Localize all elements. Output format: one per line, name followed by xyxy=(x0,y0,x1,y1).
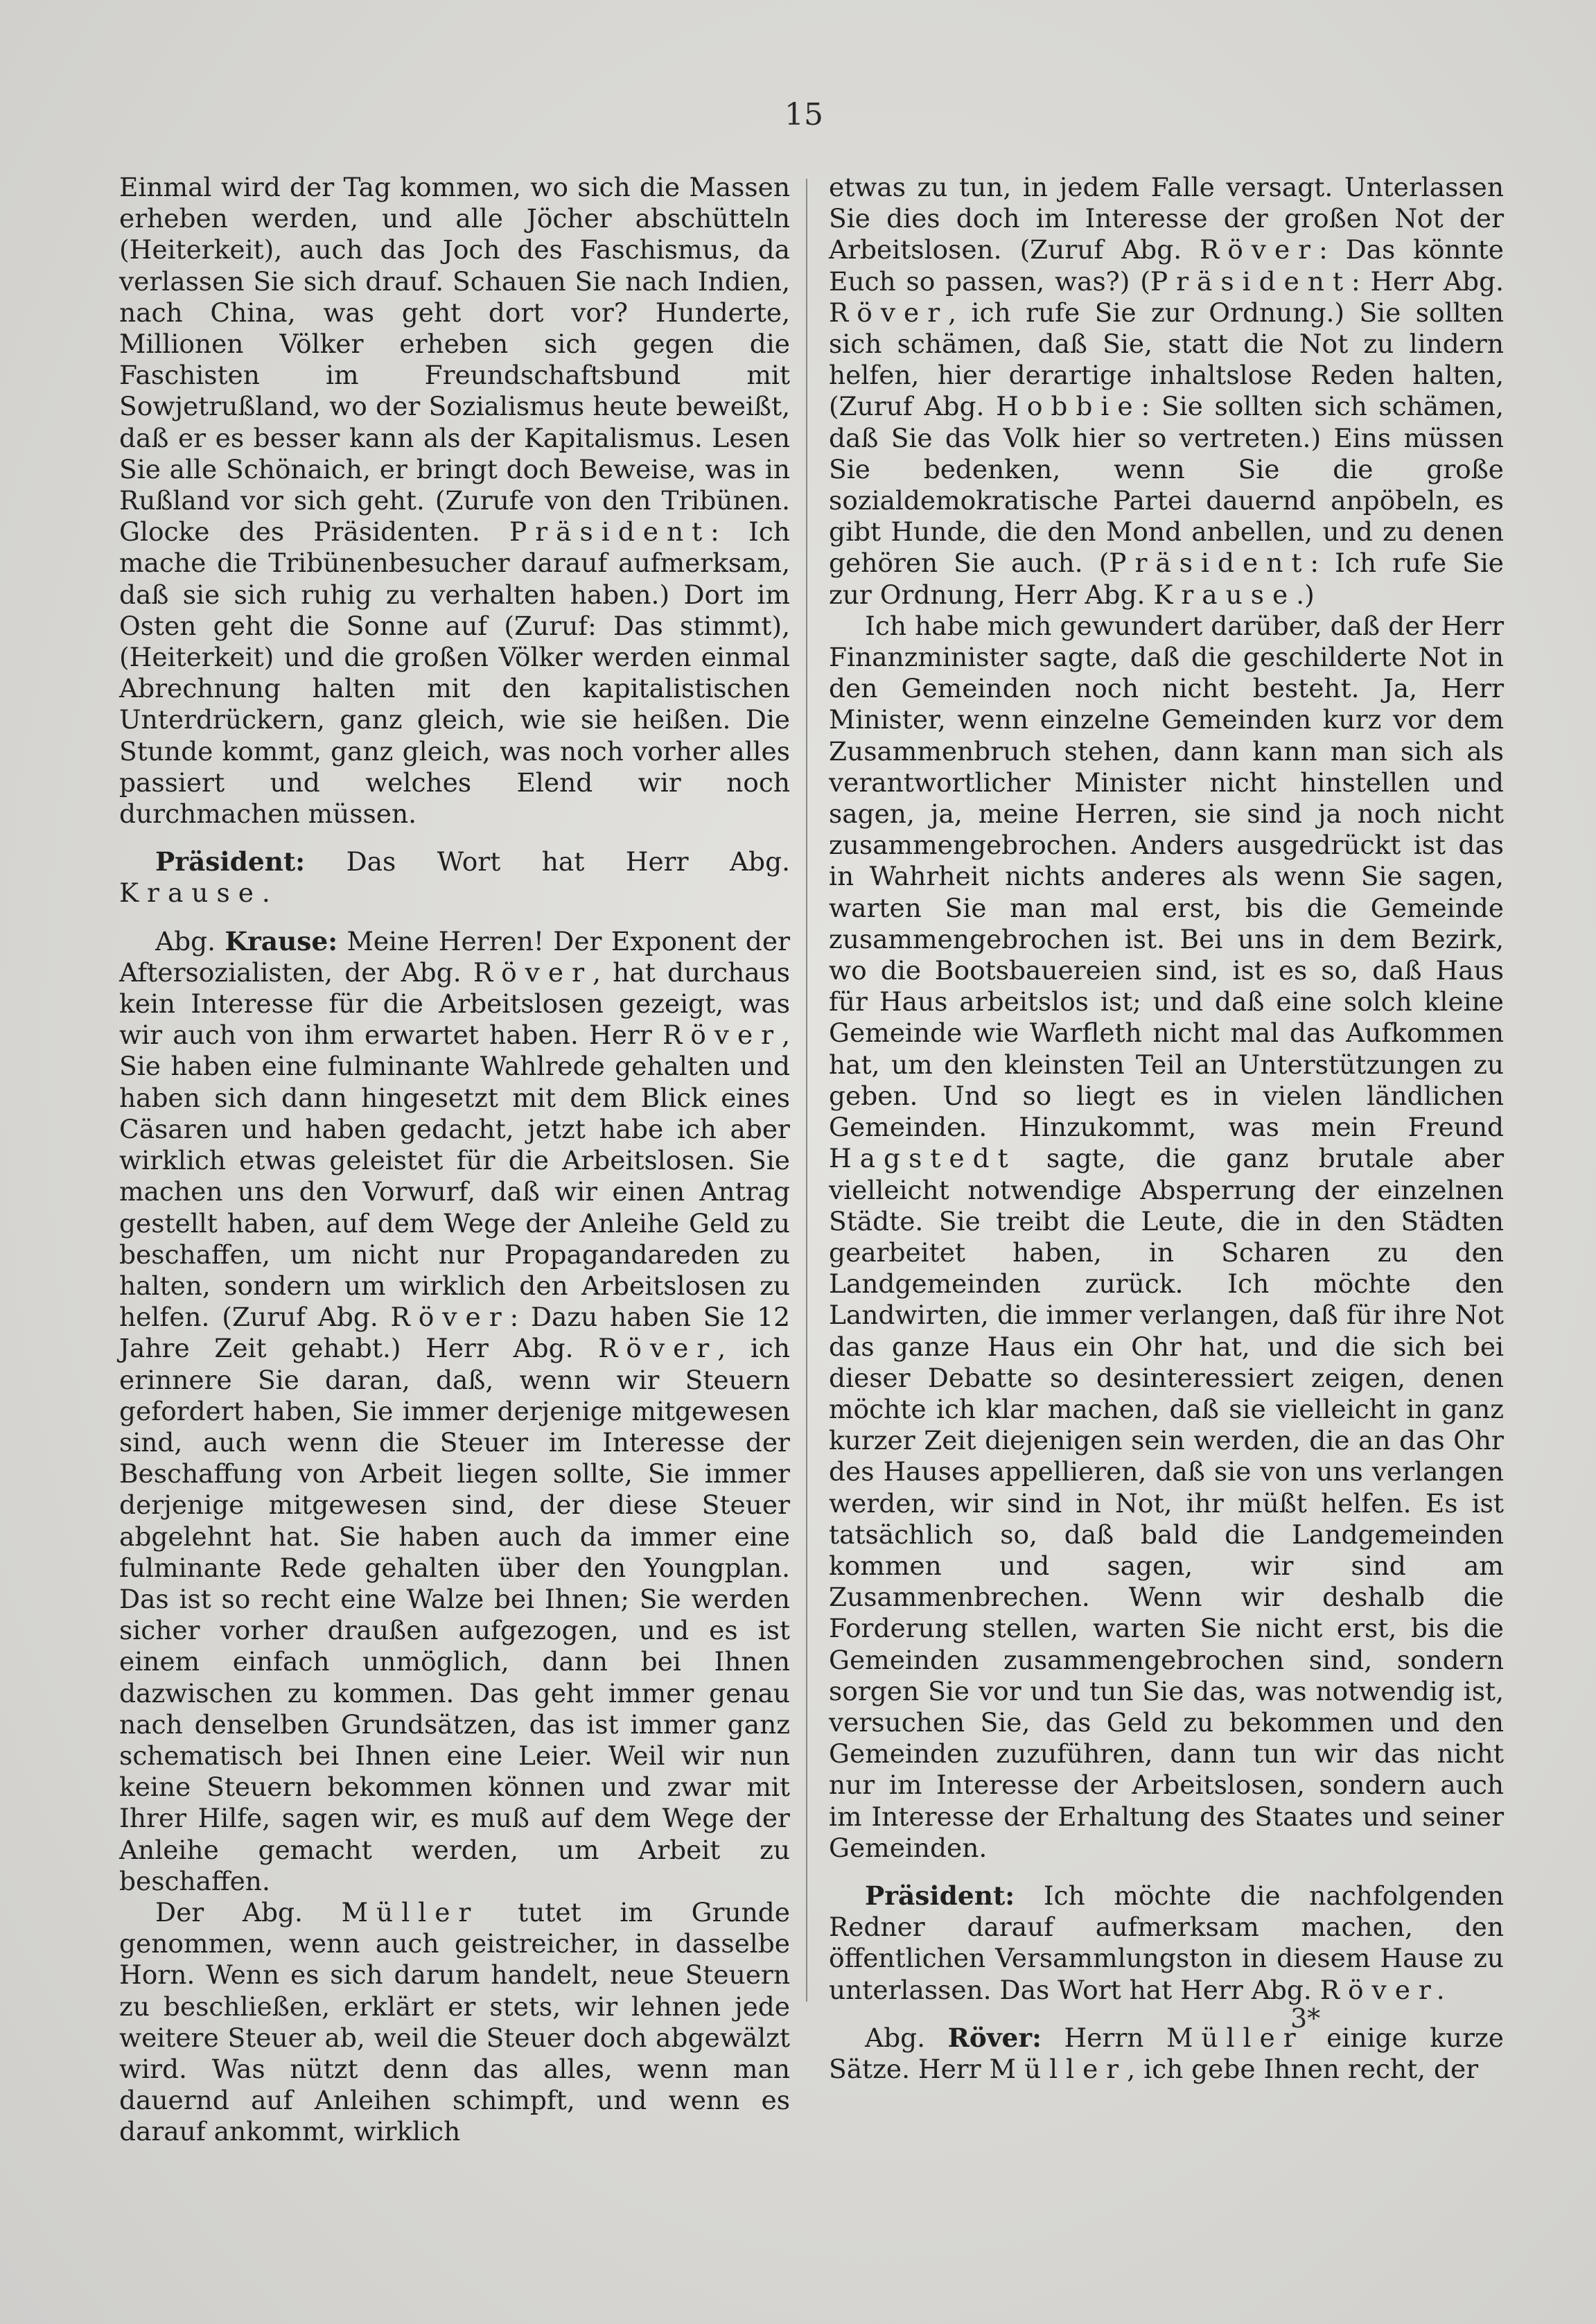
speaker-name: Müller xyxy=(1166,2022,1304,2053)
text-run: .) xyxy=(1296,579,1315,610)
left-paragraph-1 xyxy=(119,172,790,830)
text-run: Einmal wird der Tag kommen, wo sich die Massen erheben werden, und alle Jöcher abschütteln (Heiterkeit), auch das Joch des Faschismus, da verlassen Sie sich drauf. Schauen Sie nach Indien, nach China, was geht dort vor? Hunderte, Millionen Völker erheben sich gegen die Faschisten im Freundschaftsbund mit Sowjetrußland, wo der Sozialismus heute beweißt, daß er es besser kann als der Kapitalismus. Lesen Sie alle Schönaich, er bringt doch Beweise, was in Rußland vor sich geht. (Zurufe von den Tribünen. Glocke des Präsidenten. xyxy=(119,172,790,548)
text-run: : Das könnte Euch so passen, was?) ( xyxy=(829,234,1504,297)
speaker-name: Krause xyxy=(1153,579,1297,610)
column-divider xyxy=(806,179,807,2002)
text-run: , ich gebe Ihnen recht, der xyxy=(1127,2053,1479,2084)
speaker-name: Röver xyxy=(662,1020,782,1051)
page-number: 15 xyxy=(784,97,823,132)
left-column xyxy=(119,172,790,2148)
speaker-name: Präsident xyxy=(1150,265,1352,297)
text-run: Das Wort hat Herr Abg. xyxy=(305,846,790,877)
text-run: Abg. xyxy=(155,925,225,956)
speaker-name: Röver xyxy=(390,1302,510,1333)
text-run: Der Abg. xyxy=(155,1896,342,1928)
speaker-name: Hagstedt xyxy=(829,1143,1017,1174)
text-run: Meine Herren! Der Exponent der Aftersozialisten, der Abg. xyxy=(119,925,790,988)
text-run: Abg. xyxy=(865,2022,948,2053)
text-run: , Sie haben eine fulminante Wahlrede gehalten und haben sich dann hingesetzt mit dem Blick eines Cäsaren und haben gedacht, jetzt habe ich aber wirklich etwas geleistet für die Arbeitslosen. Sie machen uns den Vorwurf, daß wir einen Antrag gestellt haben, auf dem Wege der Anleihe Geld zu beschaffen, um nicht nur Propagandareden zu halten, sondern um wirklich den Arbeitslosen zu helfen. (Zuruf Abg. xyxy=(119,1020,790,1333)
text-run: , hat durchaus kein Interesse für die Arbeitslosen gezeigt, was wir auch von ihm erwartet haben. Herr xyxy=(119,956,790,1051)
speaker-label: Krause: xyxy=(225,925,338,956)
speaker-name: Röver xyxy=(829,297,949,328)
text-run: : Dazu haben Sie 12 Jahre Zeit gehabt.) Herr Abg. xyxy=(119,1302,790,1364)
text-run: : Sie sollten sich schämen, daß Sie das Volk hier so vertreten.) Eins müssen Sie bedenken, wenn Sie die große sozialdemokratische Partei dauernd anpöbeln, es gibt Hunde, die den Mond anbellen, und zu denen gehören Sie auch. ( xyxy=(829,391,1504,579)
speaker-label: Präsident: xyxy=(865,1880,1015,1911)
speaker-name: Müller xyxy=(341,1896,480,1928)
speaker-name: Krause. xyxy=(119,877,279,909)
right-paragraph-1 xyxy=(829,172,1504,611)
text-run: : Herr Abg. xyxy=(1351,265,1504,297)
speaker-name: Röver xyxy=(473,956,593,988)
signature-mark: 3* xyxy=(1290,2003,1321,2034)
text-run: sagte, die ganz brutale aber vielleicht notwendige Absperrung der einzelnen Städte. Sie treibt die Leute, die in den Städten gearbeitet haben, in Scharen zu den Landgemeinden zurück. Ich möchte den Landwirten, die immer verlangen, daß für ihre Not das ganze Haus ein Ohr hat, und die sich bei dieser Debatte so desinteressiert zeigen, denen möchte ich klar machen, daß sie vielleicht in ganz kurzer Zeit diejenigen sein werden, die an das Ohr des Hauses appellieren, daß sie von uns verlangen werden, wir sind in Not, ihr müßt helfen. Es ist tatsächlich so, daß bald die Landgemeinden kommen und sagen, wir sind am Zusammenbrechen. Wenn wir deshalb die Forderung stellen, warten Sie nicht erst, bis die Gemeinden zusammengebrochen sind, sondern sorgen Sie vor und tun Sie das, was notwendig ist, versuchen Sie, das Geld zu bekommen und den Gemeinden zuzuführen, dann tun wir das nicht nur im Interesse der Arbeitslosen, sondern auch im Interesse der Erhaltung des Staates und seiner Gemeinden. xyxy=(829,1143,1504,1863)
text-run: Herrn xyxy=(1042,2022,1166,2053)
text-run: : Ich rufe Sie zur Ordnung, Herr Abg. xyxy=(829,548,1505,610)
text-run: , ich rufe Sie zur Ordnung.) Sie sollten sich schämen, daß Sie, statt die Not zu lindern helfen, hier derartige inhaltslose Reden halten, (Zuruf Abg. xyxy=(829,297,1504,422)
left-paragraph-4 xyxy=(119,1897,790,2148)
speaker-name: Röver xyxy=(598,1333,718,1364)
speaker-name: Präsident xyxy=(1109,548,1310,579)
speaker-name: Hobbie xyxy=(996,391,1141,422)
speaker-name: Müller xyxy=(989,2053,1128,2084)
right-paragraph-4 xyxy=(829,2022,1504,2085)
text-run: tutet im Grunde genommen, wenn auch geistreicher, in dasselbe Horn. Wenn es sich darum handelt, neue Steuern zu beschließen, erklärt er stets, wir lehnen jede weitere Steuer ab, weil die Steuer doch abgewälzt wird. Was nützt denn das alles, wenn man dauernd auf Anleihen schimpft, und wenn es darauf ankommt, wirklich xyxy=(119,1896,790,2147)
left-paragraph-2 xyxy=(119,846,790,909)
right-paragraph-2 xyxy=(829,611,1504,1864)
left-paragraph-3 xyxy=(119,926,790,1897)
speaker-name: Röver xyxy=(1199,234,1319,265)
right-column xyxy=(829,172,1504,2085)
speaker-label: Röver: xyxy=(947,2022,1042,2053)
text-run: Ich möchte die nachfolgenden Redner darauf aufmerksam machen, den öffentlichen Versammlungston in diesem Hause zu unterlassen. Das Wort hat Herr Abg. xyxy=(829,1880,1504,2005)
text-run: einige kurze Sätze. Herr xyxy=(829,2022,1504,2084)
speaker-name: Präsident xyxy=(509,516,711,548)
text-run: Ich habe mich gewundert darüber, daß der Herr Finanzminister sagte, daß die geschilderte Not in den Gemeinden noch nicht besteht. Ja, Herr Minister, wenn einzelne Gemeinden kurz vor dem Zusammenbruch stehen, dann kann man sich als verantwortlicher Minister nicht hinstellen und sagen, ja, meine Herren, sie sind ja noch nicht zusammengebrochen. Anders ausgedrückt ist das in Wahrheit nichts anderes als wenn Sie sagen, warten Sie man mal erst, bis die Gemeinde zusammengebrochen ist. Bei uns in dem Bezirk, wo die Bootsbauereien sind, ist es so, daß Haus für Haus arbeitslos ist; und daß eine solch kleine Gemeinde wie Warfleth nicht mal das Aufkommen hat, um den kleinsten Teil an Unterstützungen zu geben. Und so liegt es in vielen ländlichen Gemeinden. Hinzukommt, was mein Freund xyxy=(829,610,1504,1143)
right-paragraph-3 xyxy=(829,1880,1504,2006)
text-run: : Ich mache die Tribünenbesucher darauf aufmerksam, daß sie sich ruhig zu verhalten haben.) Dort im Osten geht die Sonne auf (Zuruf: Das stimmt), (Heiterkeit) und die großen Völker werden einmal Abrechnung halten mit den kapitalistischen Unterdrückern, ganz gleich, wie sie heißen. Die Stunde kommt, ganz gleich, was noch vorher alles passiert und welches Elend wir noch durchmachen müssen. xyxy=(119,516,790,830)
text-run: etwas zu tun, in jedem Falle versagt. Unterlassen Sie dies doch im Interesse der großen Not der Arbeitslosen. (Zuruf Abg. xyxy=(829,172,1504,265)
text-run: , ich erinnere Sie daran, daß, wenn wir Steuern gefordert haben, Sie immer derjenige mitgewesen sind, auch wenn die Steuer im Interesse der Beschaffung von Arbeit liegen sollte, Sie immer derjenige mitgewesen sind, der diese Steuer abgelehnt hat. Sie haben auch da immer eine fulminante Rede gehalten über den Youngplan. Das ist so recht eine Walze bei Ihnen; Sie werden sicher vorher draußen aufgezogen, und es ist einem einfach unmöglich, dann bei Ihnen dazwischen zu kommen. Das geht immer genau nach denselben Grundsätzen, das ist immer ganz schematisch bei Ihnen eine Leier. Weil wir nun keine Steuern bekommen können und zwar mit Ihrer Hilfe, sagen wir, es muß auf dem Wege der Anleihe gemacht werden, um Arbeit zu beschaffen. xyxy=(119,1333,790,1896)
speaker-name: Röver. xyxy=(1319,1974,1453,2005)
speaker-label: Präsident: xyxy=(155,846,306,877)
